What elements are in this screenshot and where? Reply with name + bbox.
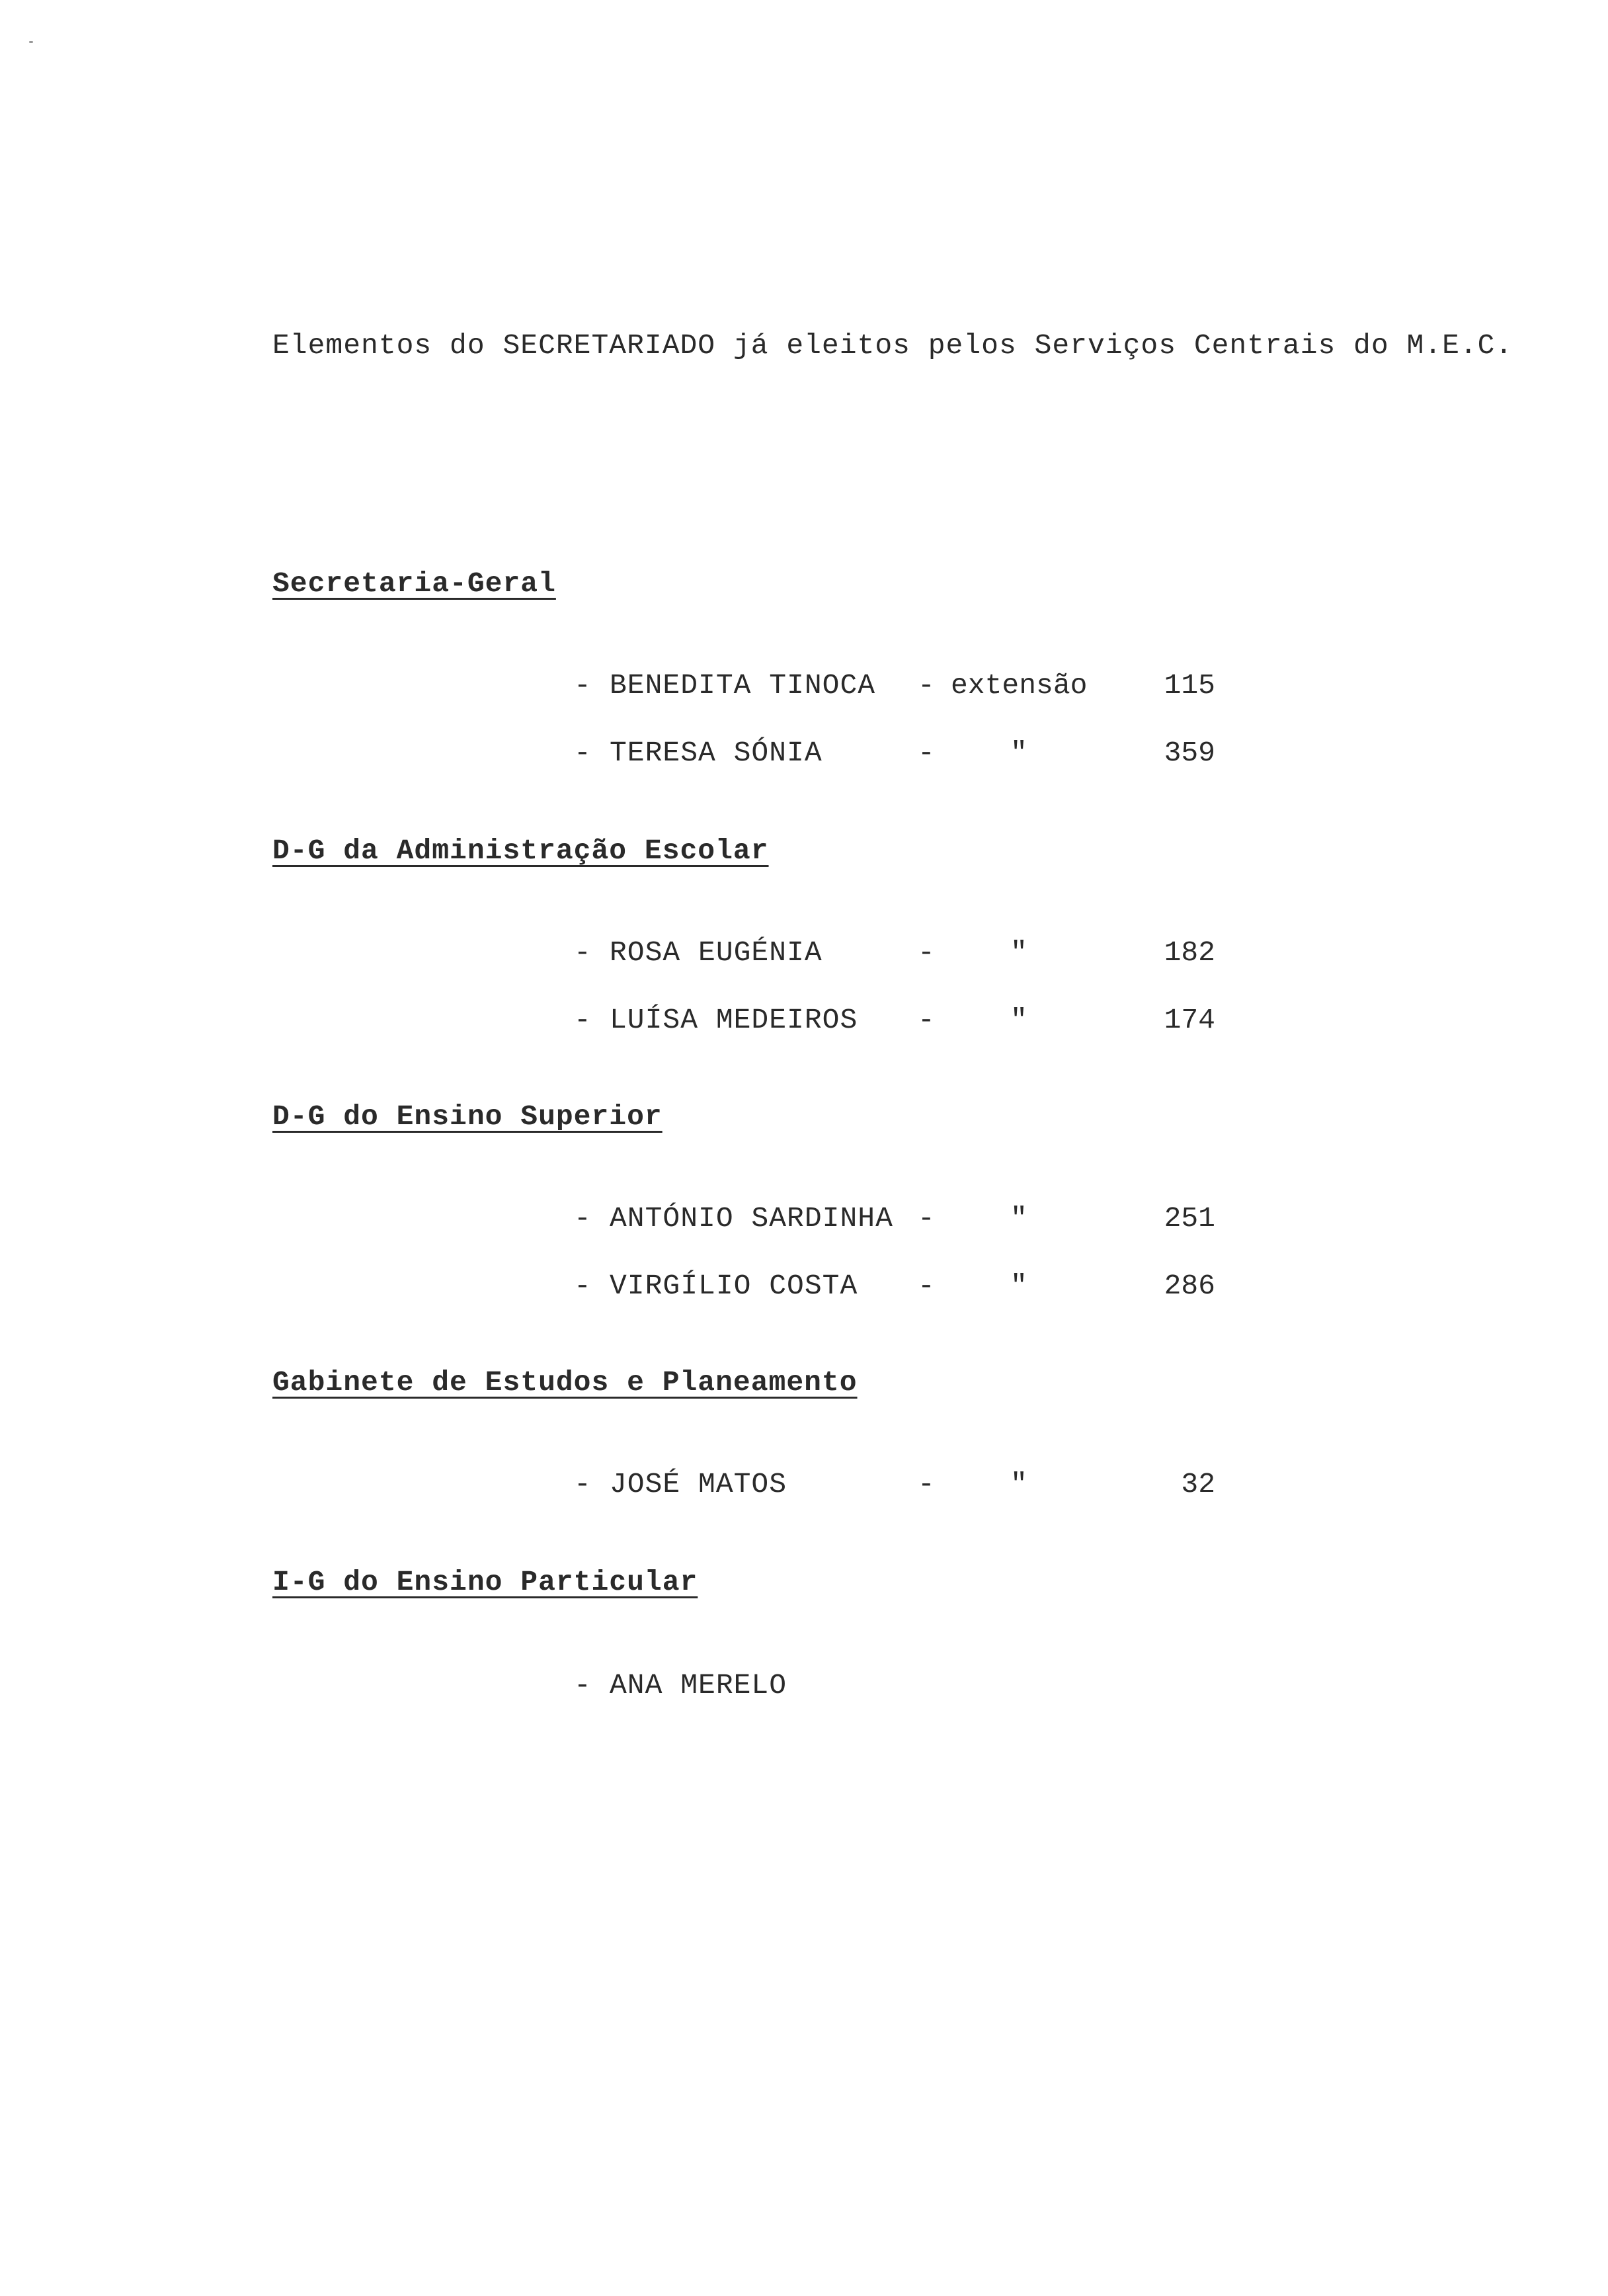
entry-row bbox=[574, 1202, 1215, 1239]
entry-extension-label: extensão bbox=[951, 669, 1088, 702]
entry-row bbox=[574, 1270, 1215, 1307]
entry-separator: - bbox=[918, 737, 935, 769]
section-heading-estudos-planeamento: Gabinete de Estudos e Planeamento bbox=[272, 1366, 858, 1399]
entry-ditto-mark: " bbox=[1010, 1468, 1027, 1500]
section-heading-ensino-particular: I-G do Ensino Particular bbox=[272, 1566, 698, 1598]
entry-extension: 182 bbox=[1164, 936, 1215, 969]
entry-name: LUÍSA MEDEIROS bbox=[610, 1004, 858, 1036]
entry-ditto-mark: " bbox=[1010, 936, 1027, 969]
entry-separator: - bbox=[918, 1202, 935, 1235]
entry-name: ROSA EUGÉNIA bbox=[610, 936, 823, 969]
entry-separator: - bbox=[918, 1270, 935, 1302]
entry-separator: - bbox=[918, 936, 935, 969]
entry-name: TERESA SÓNIA bbox=[610, 737, 823, 769]
entry-ditto-mark: " bbox=[1010, 1270, 1027, 1302]
entry-extension: 359 bbox=[1164, 737, 1215, 769]
entry-row bbox=[574, 737, 1215, 774]
entry-row bbox=[574, 1468, 1215, 1505]
entry-separator: - bbox=[918, 1004, 935, 1036]
entry-name: ANTÓNIO SARDINHA bbox=[610, 1202, 893, 1235]
entry-extension: 251 bbox=[1164, 1202, 1215, 1235]
section-heading-ensino-superior: D-G do Ensino Superior bbox=[272, 1100, 663, 1133]
entry-row bbox=[574, 936, 1215, 973]
scan-speck bbox=[29, 41, 33, 43]
entry-bullet: - bbox=[574, 737, 591, 769]
entry-ditto-mark: " bbox=[1010, 1202, 1027, 1235]
entry-name: JOSÉ MATOS bbox=[610, 1468, 787, 1500]
entry-bullet: - bbox=[574, 1669, 591, 1702]
section-heading-administracao-escolar: D-G da Administração Escolar bbox=[272, 835, 769, 867]
entry-bullet: - bbox=[574, 1270, 591, 1302]
entry-separator: - bbox=[918, 669, 935, 702]
entry-extension: 286 bbox=[1164, 1270, 1215, 1302]
entry-extension: 32 bbox=[1181, 1468, 1215, 1500]
entry-extension: 115 bbox=[1164, 669, 1215, 702]
entry-row bbox=[574, 1669, 1209, 1706]
entry-bullet: - bbox=[574, 936, 591, 969]
entry-name: BENEDITA TINOCA bbox=[610, 669, 876, 702]
entry-ditto-mark: " bbox=[1010, 737, 1027, 769]
entry-bullet: - bbox=[574, 1202, 591, 1235]
entry-bullet: - bbox=[574, 1468, 591, 1500]
entry-ditto-mark: " bbox=[1010, 1004, 1027, 1036]
entry-row bbox=[574, 669, 1215, 706]
entry-row bbox=[574, 1004, 1215, 1041]
entry-extension: 174 bbox=[1164, 1004, 1215, 1036]
entry-bullet: - bbox=[574, 669, 591, 702]
entry-name: VIRGÍLIO COSTA bbox=[610, 1270, 858, 1302]
entry-name: ANA MERELO bbox=[610, 1669, 787, 1702]
document-title: Elementos do SECRETARIADO já eleitos pelos Serviços Centrais do M.E.C. bbox=[272, 329, 1513, 362]
section-heading-secretaria-geral: Secretaria-Geral bbox=[272, 567, 556, 600]
entry-bullet: - bbox=[574, 1004, 591, 1036]
entry-separator: - bbox=[918, 1468, 935, 1500]
